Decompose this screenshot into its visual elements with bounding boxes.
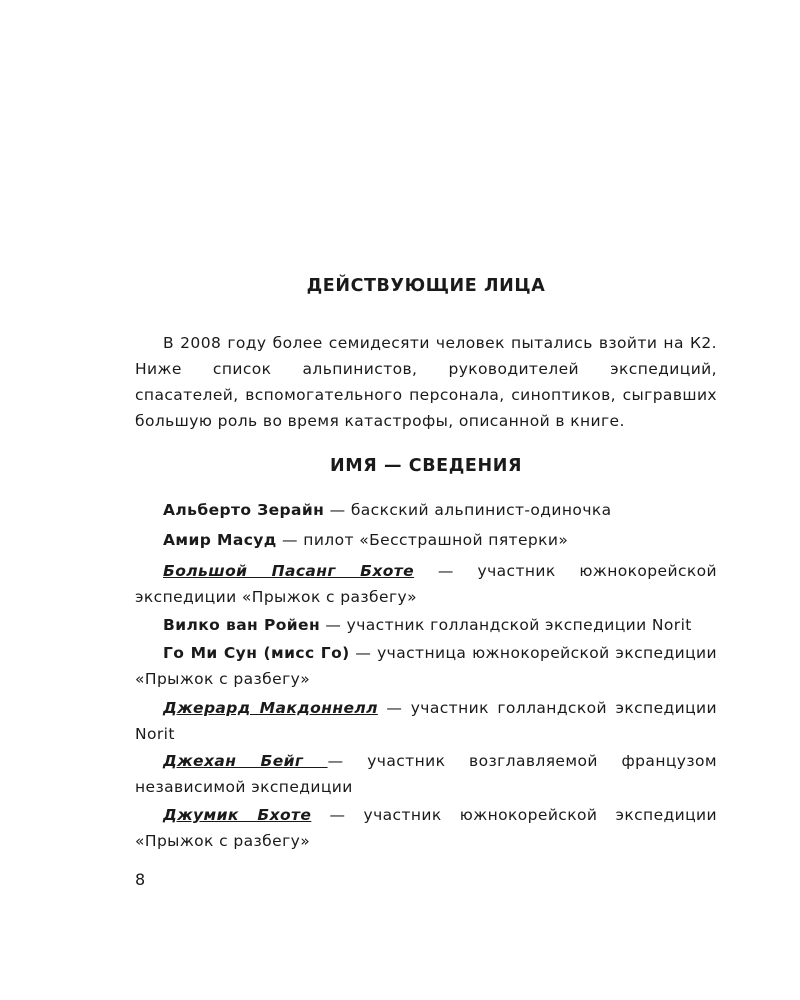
person-name: Го Ми Сун (мисс Го) bbox=[163, 644, 350, 662]
separator: — bbox=[377, 699, 411, 717]
list-item bbox=[135, 695, 717, 747]
person-name: Амир Масуд bbox=[163, 531, 277, 549]
list-item bbox=[135, 748, 717, 800]
separator: — bbox=[414, 562, 478, 580]
person-description: участница южнокорейской экспедиции «Прыжок с разбегу» bbox=[135, 644, 717, 688]
person-name-link[interactable]: Джехан Бейг bbox=[163, 752, 328, 770]
person-description: баскский альпинист-одиночка bbox=[350, 501, 612, 519]
separator: — bbox=[276, 531, 304, 549]
list-item bbox=[135, 640, 717, 692]
separator: — bbox=[311, 806, 364, 824]
person-name-link[interactable]: Джумик Бхоте bbox=[163, 806, 312, 824]
person-name: Вилко ван Ройен bbox=[163, 616, 321, 634]
person-name-link[interactable]: Большой Пасанг Бхоте bbox=[163, 562, 415, 580]
person-description: пилот «Бесстрашной пятерки» bbox=[303, 531, 569, 549]
section-subtitle: ИМЯ — СВЕДЕНИЯ bbox=[329, 456, 523, 476]
list-item bbox=[135, 558, 717, 610]
person-description: участник голландской экспедиции Norit bbox=[346, 616, 692, 634]
list-item bbox=[135, 497, 717, 523]
list-item bbox=[135, 527, 717, 553]
person-description: участник южнокорейской экспедиции «Прыжок с разбегу» bbox=[135, 562, 717, 606]
separator: — bbox=[324, 501, 351, 519]
page-title: ДЕЙСТВУЮЩИЕ ЛИЦА bbox=[306, 276, 546, 296]
intro-paragraph: В 2008 году более семидесяти человек пытались взойти на К2. Ниже список альпинистов, руководителей экспедиций, спасателей, вспомогательного персонала, синоптиков, сыгравших большую роль во время катастрофы, описанной в книге. bbox=[135, 334, 717, 430]
separator: — bbox=[320, 616, 347, 634]
person-name-link[interactable]: Джерард Макдоннелл bbox=[163, 699, 378, 717]
person-name: Альберто Зерайн bbox=[163, 501, 325, 519]
separator: — bbox=[349, 644, 378, 662]
page-number: 8 bbox=[135, 870, 146, 889]
person-description: участник южнокорейской экспедиции «Прыжок с разбегу» bbox=[135, 806, 718, 850]
person-description: участник возглавляемой французом независимой экспедиции bbox=[135, 752, 717, 796]
list-item bbox=[135, 612, 717, 638]
person-description: участник голландской экспедиции Norit bbox=[135, 699, 717, 743]
separator: — bbox=[327, 752, 368, 770]
list-item bbox=[135, 802, 717, 854]
